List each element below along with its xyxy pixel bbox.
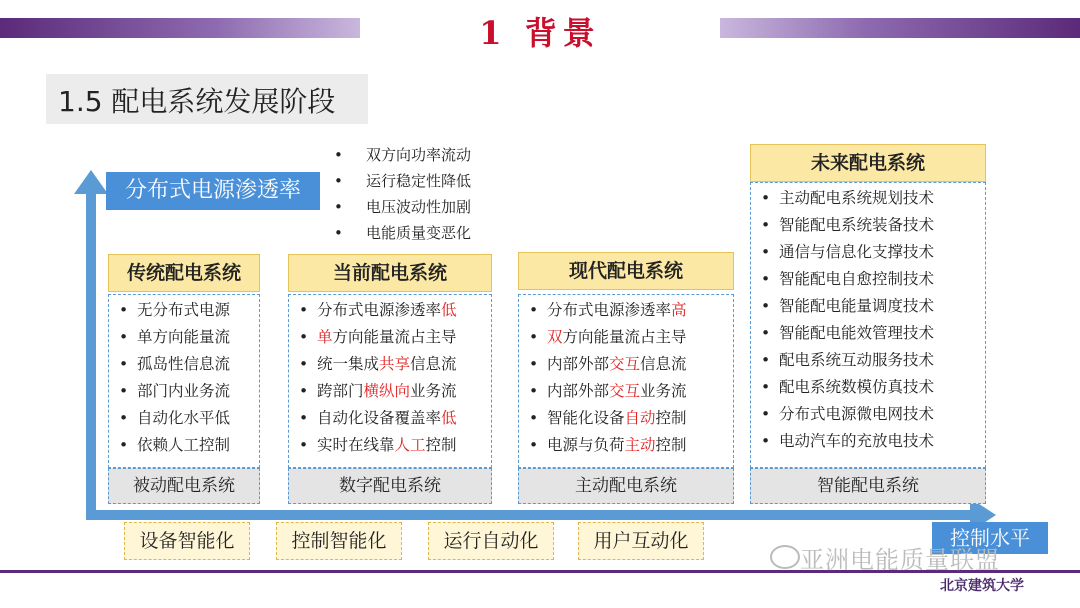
stage-item-text: 分布式电源微电网技术 [779,405,935,423]
stage-item [751,293,985,320]
stage-item-text: 配电系统数模仿真技术 [779,378,935,396]
stage-item [109,324,259,351]
stage-item [289,324,491,351]
stage-item [751,320,985,347]
tag-control-intelligence: 控制智能化 [276,522,402,560]
stage-item-text: 电源与负荷 [547,436,625,454]
stage-item [289,405,491,432]
stage-item-text: 单方向能量流 [137,328,231,346]
stage-item [751,185,985,212]
stage-item [751,212,985,239]
stage-item-text: 分布式电源渗透率 [547,301,672,319]
effects-list-item: • 电压波动性加剧 [330,194,471,220]
stage-item-highlight: 低 [441,301,457,319]
stage-traditional-body [108,294,260,468]
stage-item-highlight: 低 [441,409,457,427]
stage-future-footer: 智能配电系统 [750,468,986,504]
stage-item-highlight: 交互 [609,382,641,400]
stage-item [751,347,985,374]
stage-current-footer: 数字配电系统 [288,468,492,504]
effects-list-item: • 双方向功率流动 [330,142,471,168]
stage-item [519,324,733,351]
watermark: 亚洲电能质量联盟 [800,546,1000,574]
stage-item-text: 电动汽车的充放电技术 [779,432,935,450]
stage-item [109,378,259,405]
stage-item-text: 统一集成 [317,355,380,373]
stage-item [289,297,491,324]
tag-operation-automation: 运行自动化 [428,522,554,560]
stage-item [289,378,491,405]
stage-item-highlight: 双 [547,328,563,346]
stage-item-highlight: 共享 [379,355,411,373]
stage-item [751,266,985,293]
stage-item [751,428,985,455]
stage-item-text: 分布式电源渗透率 [317,301,442,319]
stage-item-text: 智能化设备 [547,409,625,427]
stage-item-highlight: 主动 [624,436,656,454]
stage-item-text: 控制 [655,409,687,427]
effects-list-item: • 电能质量变恶化 [330,220,471,246]
stage-item-text: 内部外部 [547,382,610,400]
stage-item-highlight: 自动 [624,409,656,427]
x-axis-label: 控制水平 [932,522,1048,554]
stage-item-text: 无分布式电源 [137,301,231,319]
stage-item-text: 自动化水平低 [137,409,231,427]
stage-item [519,378,733,405]
stage-modern-body [518,294,734,468]
stage-item-text: 跨部门 [317,382,364,400]
stage-traditional-footer: 被动配电系统 [108,468,260,504]
stage-item [519,405,733,432]
stage-item-text: 控制 [425,436,457,454]
stage-item-text: 孤岛性信息流 [137,355,231,373]
stage-item-text: 信息流 [410,355,457,373]
stage-item-highlight: 横纵向 [363,382,411,400]
stage-item [289,351,491,378]
stage-item [109,297,259,324]
tag-device-intelligence: 设备智能化 [124,522,250,560]
y-axis-arrow [74,170,108,194]
stage-item [751,374,985,401]
stage-item-text: 部门内业务流 [137,382,231,400]
stage-item-text: 通信与信息化支撑技术 [779,243,935,261]
stage-item [751,401,985,428]
stage-traditional-title: 传统配电系统 [108,254,260,292]
stage-item [109,351,259,378]
stage-item [751,239,985,266]
section-title: 1.5 配电系统发展阶段 [58,85,336,118]
stage-item-highlight: 人工 [394,436,426,454]
wechat-icon [770,545,800,569]
stage-item-text: 智能配电自愈控制技术 [779,270,935,288]
x-axis [86,510,976,520]
stage-modern-title: 现代配电系统 [518,252,734,290]
stage-item [519,297,733,324]
effects-list-item: • 运行稳定性降低 [330,168,471,194]
stage-current-title: 当前配电系统 [288,254,492,292]
stage-item [519,351,733,378]
stage-current-body [288,294,492,468]
stage-future-body [750,182,986,468]
stage-modern-footer: 主动配电系统 [518,468,734,504]
stage-item-text: 依赖人工控制 [137,436,231,454]
stage-item-text: 主动配电系统规划技术 [779,189,935,207]
effects-list [330,142,471,246]
stage-item-text: 智能配电系统装备技术 [779,216,935,234]
stage-item-highlight: 高 [671,301,687,319]
stage-item-highlight: 交互 [609,355,641,373]
stage-item-text: 业务流 [410,382,457,400]
stage-item-text: 智能配电能量调度技术 [779,297,935,315]
stage-item [109,432,259,459]
stage-item-text: 方向能量流占主导 [332,328,457,346]
y-axis [86,188,96,520]
stage-item [109,405,259,432]
stage-item-text: 内部外部 [547,355,610,373]
stage-item [289,432,491,459]
stage-item-text: 配电系统互动服务技术 [779,351,935,369]
tag-user-interaction: 用户互动化 [578,522,704,560]
university-logo: 北京建筑大学 [940,578,1024,594]
stage-item [519,432,733,459]
stage-item-text: 业务流 [640,382,687,400]
stage-item-text: 信息流 [640,355,687,373]
stage-future-title: 未来配电系统 [750,144,986,182]
stage-item-text: 控制 [655,436,687,454]
y-axis-label: 分布式电源渗透率 [106,172,320,210]
stage-item-text: 智能配电能效管理技术 [779,324,935,342]
stage-item-text: 自动化设备覆盖率 [317,409,442,427]
stage-item-highlight: 单 [317,328,333,346]
stage-item-text: 实时在线靠 [317,436,395,454]
page-title: 1 背景 [479,14,601,52]
stage-item-text: 方向能量流占主导 [562,328,687,346]
